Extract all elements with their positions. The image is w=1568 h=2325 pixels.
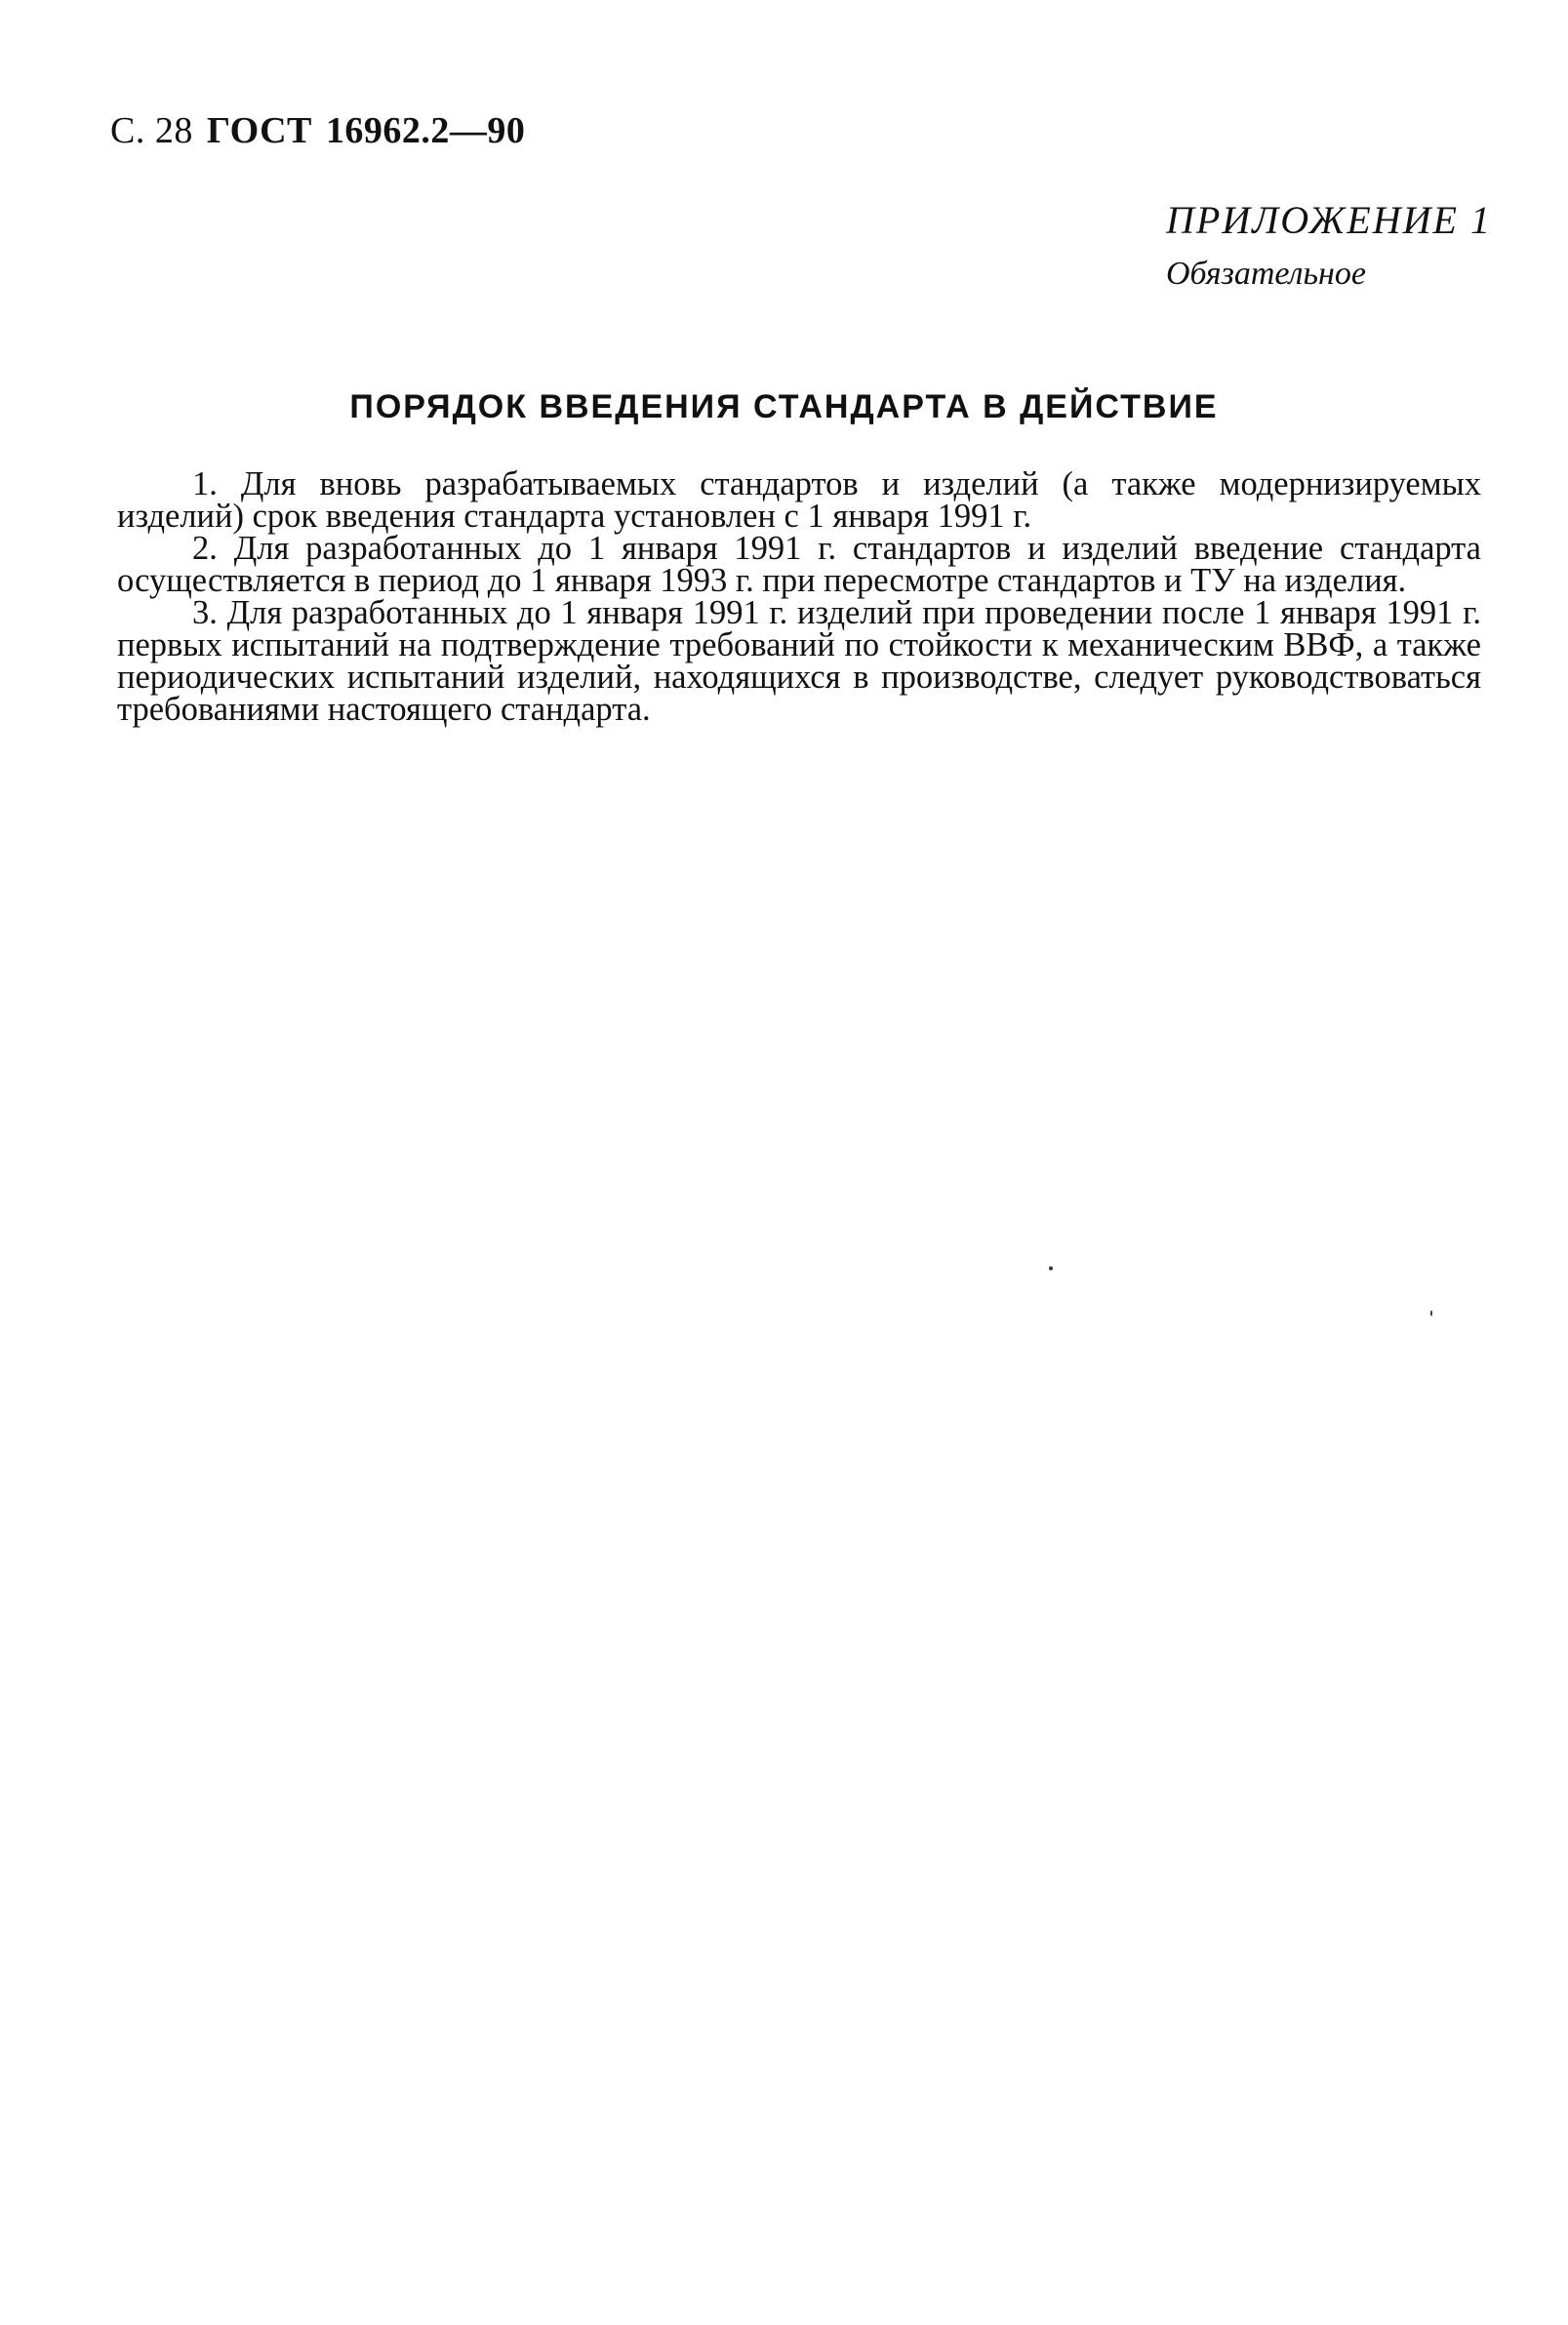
standard-prefix: ГОСТ (206, 110, 312, 151)
standard-number: 16962.2—90 (325, 110, 526, 151)
appendix-label: ПРИЛОЖЕНИЕ 1 (1166, 198, 1492, 242)
section-title: ПОРЯДОК ВВЕДЕНИЯ СТАНДАРТА В ДЕЙСТВИЕ (349, 388, 1219, 425)
appendix-status: Обязательное (1166, 256, 1366, 292)
paragraph-2: 2. Для разработанных до 1 января 1991 г. стандартов и изделий введение стандарта осуществляется в период до 1 января 1993 г. при пересмотре стандартов и ТУ на изделия. (117, 530, 1481, 599)
scan-speck (1430, 1310, 1432, 1316)
running-header (110, 109, 525, 152)
paragraph-3: 3. Для разработанных до 1 января 1991 г. изделий при проведении после 1 января 1991 г. первых испытаний на подтверждение требований по стойкости к механическим ВВФ, а также периодических испытаний изделий, находящихся в производстве, следует руководствоваться требованиями настоящего стандарта. (117, 594, 1481, 728)
paragraph-1: 1. Для вновь разрабатываемых стандартов и изделий (а также модернизируемых изделий) срок введения стандарта установлен с 1 января 1991 г. (117, 465, 1481, 535)
body-text (117, 465, 1481, 728)
scan-speck (1049, 1266, 1053, 1270)
page-number: С. 28 (110, 110, 193, 151)
